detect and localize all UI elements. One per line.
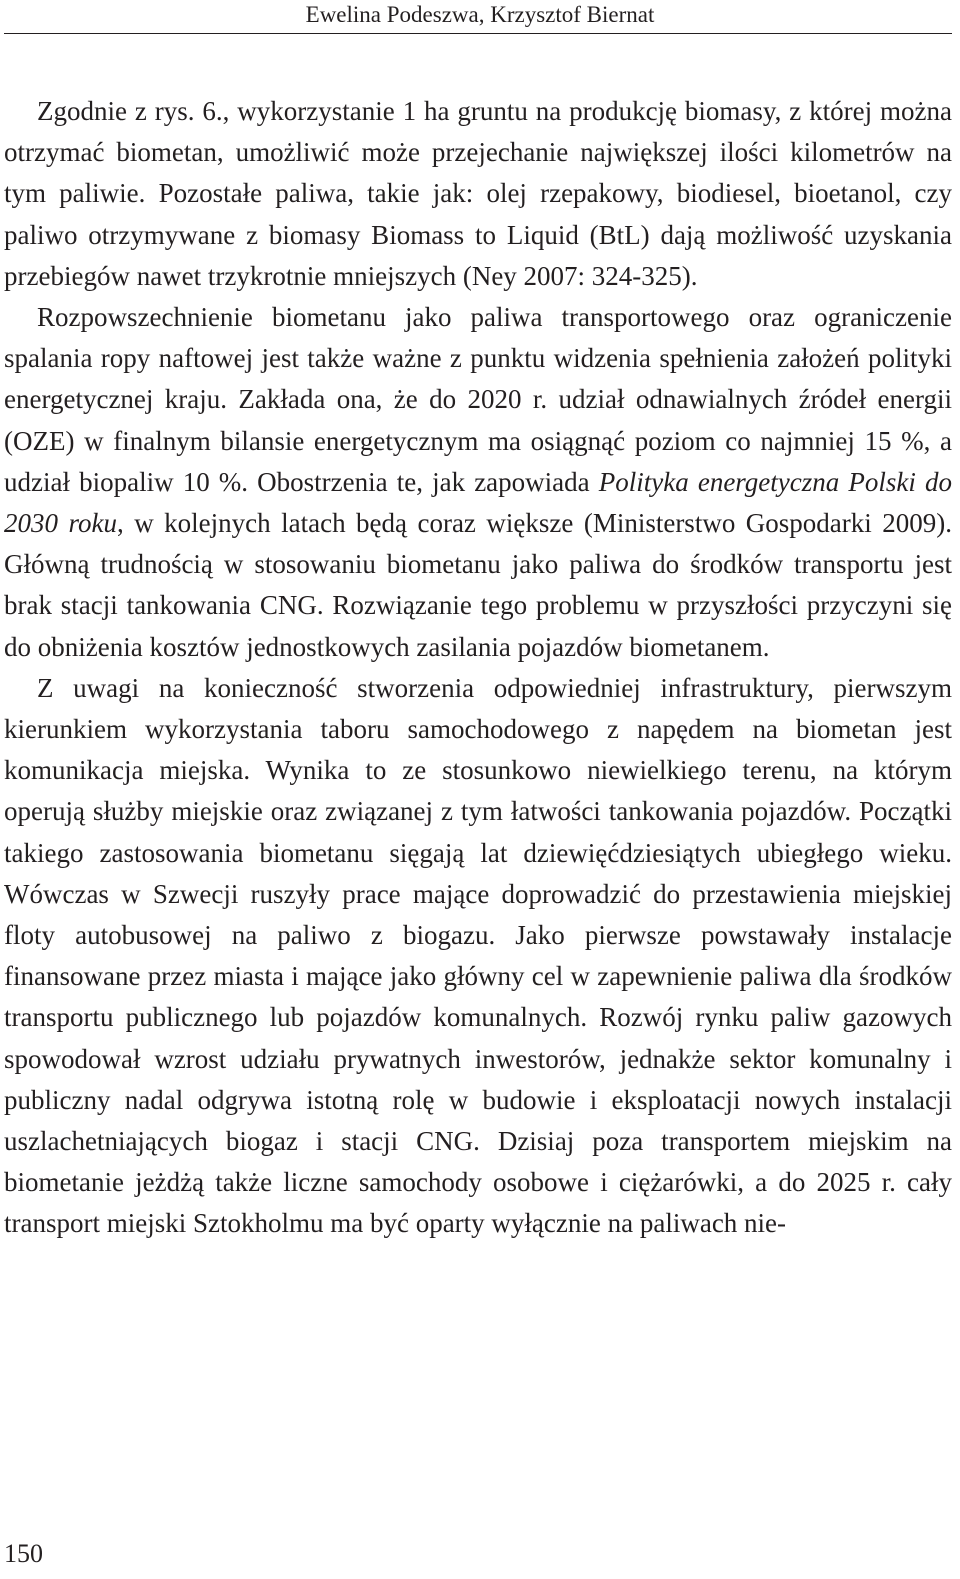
paragraph-2 — [4, 297, 952, 668]
paragraph-2-text-start: Rozpowszechnienie biometanu jako paliwa transportowego oraz ograniczenie spalania ropy naftowej jest także ważne z punktu widzenia spełnienia założeń polityki energetycznej kraju. Zakłada ona, że do 2020 r. udział odnawialnych źródeł energii (OZE) w finalnym bilansie energetycznym ma osiągnąć poziom co najmniej 15 %, a udział biopaliw 10 %. Obostrzenia te, jak zapowiada — [4, 302, 952, 497]
header-rule — [4, 33, 952, 34]
cited-document-title: Polityka energetyczna Polski do 2030 roku — [4, 466, 952, 539]
paragraph-1: Zgodnie z rys. 6., wykorzystanie 1 ha gruntu na produkcję biomasy, z której można otrzymać biometan, umożliwić może przejechanie największej ilości kilometrów na tym paliwie. Pozostałe paliwa, takie jak: olej rzepakowy, biodiesel, bioetanol, czy paliwo otrzymywane z biomasy Biomass to Liquid (BtL) dają możliwość uzyskania przebiegów nawet trzykrotnie mniejszych (Ney 2007: 324-325). — [4, 96, 952, 291]
page-number: 150 — [4, 1539, 43, 1568]
paragraph-2-text-end: , w kolejnych latach będą coraz większe (Ministerstwo Gospodarki 2009). Główną trudnością w stosowaniu biometanu jako paliwa do środków transportu jest brak stacji tankowania CNG. Rozwiązanie tego problemu w przyszłości przyczyni się do obniżenia kosztów jednostkowych zasilania pojazdów biometanem. — [4, 508, 952, 662]
paragraph-3: Z uwagi na konieczność stworzenia odpowiedniej infrastruktury, pierwszym kierunkiem wykorzystania taboru samochodowego z napędem na biometan jest komunikacja miejska. Wynika to ze stosunkowo niewielkiego terenu, na którym operują służby miejskie oraz związanej z tym łatwości tankowania pojazdów. Początki takiego zastosowania biometanu sięgają lat dziewięćdziesiątych ubiegłego wieku. Wówczas w Szwecji ruszyły prace mające doprowadzić do przestawienia miejskiej floty autobusowej na paliwo z biogazu. Jako pierwsze powstawały instalacje finansowane przez miasta i mające jako główny cel w zapewnienie paliwa dla środków transportu publicznego lub pojazdów komunalnych. Rozwój rynku paliw gazowych spowodował wzrost udziału prywatnych inwestorów, jednakże sektor komunalny i publiczny nadal odgrywa istotną rolę w budowie i eksploatacji nowych instalacji uszlachetniających biogaz i stacji CNG. Dzisiaj poza transportem miejskim na biometanie jeżdżą także liczne samochody osobowe i ciężarówki, a do 2025 r. cały transport miejski Sztokholmu ma być oparty wyłącznie na paliwach nie- — [4, 672, 952, 1239]
running-header — [0, 0, 960, 33]
header-authors: Ewelina Podeszwa, Krzysztof Biernat — [305, 2, 655, 27]
body-text — [4, 91, 952, 1245]
